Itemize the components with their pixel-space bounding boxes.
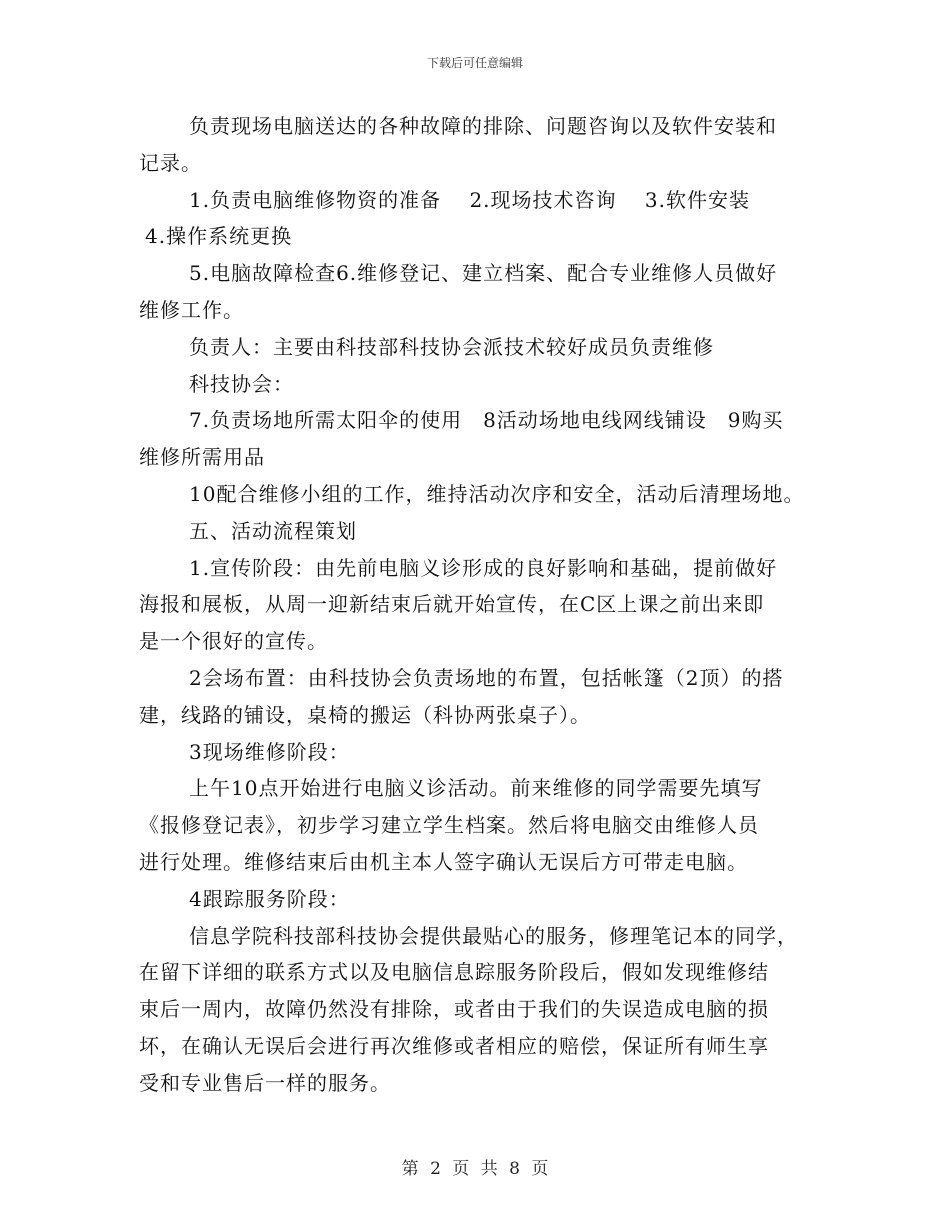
text-line: 建，线路的铺设，桌椅的搬运（科协两张桌子）。 bbox=[139, 702, 591, 727]
text-line: 2会场布置：由科技协会负责场地的布置，包括帐篷（2顶）的搭 bbox=[189, 665, 784, 690]
text-line: 是一个很好的宣传。 bbox=[139, 629, 328, 654]
text-line: 信息学院科技部科技协会提供最贴心的服务，修理笔记本的同学， bbox=[189, 923, 798, 948]
text-line: 维修所需用品 bbox=[139, 445, 265, 470]
section-heading: 五、活动流程策划 bbox=[189, 518, 357, 543]
text-line: 海报和展板，从周一迎新结束后就开始宣传，在C区上课之前出来即 bbox=[139, 592, 765, 617]
text-line: 受和专业售后一样的服务。 bbox=[139, 1070, 391, 1095]
text-line: 4.操作系统更换 bbox=[145, 224, 293, 249]
text-line: 记录。 bbox=[139, 150, 202, 175]
text-line: 《报修登记表》，初步学习建立学生档案。然后将电脑交由维修人员 bbox=[139, 813, 759, 838]
page-number: 第 2 页 共 8 页 bbox=[401, 1159, 549, 1179]
text-line: 上午10点开始进行电脑义诊活动。前来维修的同学需要先填写 bbox=[189, 776, 763, 801]
text-line: 维修工作。 bbox=[139, 297, 244, 322]
text-line: 3现场维修阶段： bbox=[189, 739, 350, 764]
text-line: 7.负责场地所需太阳伞的使用 8活动场地电线网线铺设 9购买 bbox=[189, 408, 784, 433]
text-line: 在留下详细的联系方式以及电脑信息踪服务阶段后，假如发现维修结 bbox=[139, 960, 769, 985]
document-body bbox=[139, 108, 819, 1102]
text-line: 进行处理。维修结束后由机主本人签字确认无误后方可带走电脑。 bbox=[139, 849, 748, 874]
text-line: 束后一周内，故障仍然没有排除，或者由于我们的失误造成电脑的损 bbox=[139, 997, 769, 1022]
text-line: 坏，在确认无误后会进行再次维修或者相应的赔偿，保证所有师生享 bbox=[139, 1033, 769, 1058]
text-line: 负责现场电脑送达的各种故障的排除、问题咨询以及软件安装和 bbox=[189, 114, 777, 138]
text-line: 10配合维修小组的工作，维持活动次序和安全，活动后清理场地。 bbox=[189, 481, 805, 506]
text-line: 1.宣传阶段：由先前电脑义诊形成的良好影响和基础，提前做好 bbox=[189, 555, 778, 580]
page-header: 下载后可任意编辑 bbox=[426, 56, 523, 70]
text-line: 4跟踪服务阶段： bbox=[189, 886, 350, 911]
text-line: 科技协会： bbox=[189, 371, 294, 396]
text-line: 1.负责电脑维修物资的准备 2.现场技术咨询 3.软件安装 bbox=[189, 187, 750, 212]
text-line: 负责人：主要由科技部科技协会派技术较好成员负责维修 bbox=[189, 334, 714, 359]
text-line: 5.电脑故障检查6.维修登记、建立档案、配合专业维修人员做好 bbox=[189, 261, 778, 286]
